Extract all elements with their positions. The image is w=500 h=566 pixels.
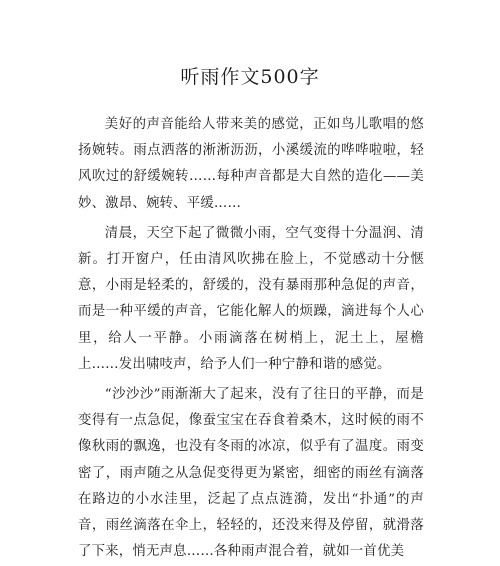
paragraph-3: “沙沙沙”雨渐渐大了起来，没有了往日的平静，而是变得有一点急促，像蚕宝宝在吞食着桑木，这时候的雨不像秋雨的飘逸，也没有冬雨的冰凉，似乎有了温度。雨变密了，雨声随之从急促变得更为紧密，细密的雨丝有滴落在路边的小水洼里，泛起了点点涟漪，发出“扑通”的声音，雨丝滴落在伞上，轻轻的，还没来得及停留，就滑落了下来，悄无声息……各种雨声混合着，就如一首优美	[78, 387, 424, 560]
paragraph-1: 美好的声音能给人带来美的感觉，正如鸟儿歌唱的悠扬婉转。雨点洒落的淅淅沥沥，小溪缓流的哗哗啦啦，轻风吹过的舒缓婉转……每种声音都是大自然的造化——美妙、激昂、婉转、平缓……	[78, 117, 424, 211]
paragraph-2: 清晨，天空下起了微微小雨，空气变得十分温润、清新。打开窗户，任由清风吹拂在脸上，不觉感动十分惬意，小雨是轻柔的，舒缓的，没有暴雨那种急促的声音，而是一种平缓的声音，它能化解人的烦躁，滴进每个人心里，给人一平静。小雨滴落在树梢上，泥土上，屋檐上……发出啸吱声，给予人们一种宁静和谐的感觉。	[78, 225, 424, 372]
document-title: 听雨作文500字	[180, 66, 320, 88]
document-body	[78, 112, 424, 566]
